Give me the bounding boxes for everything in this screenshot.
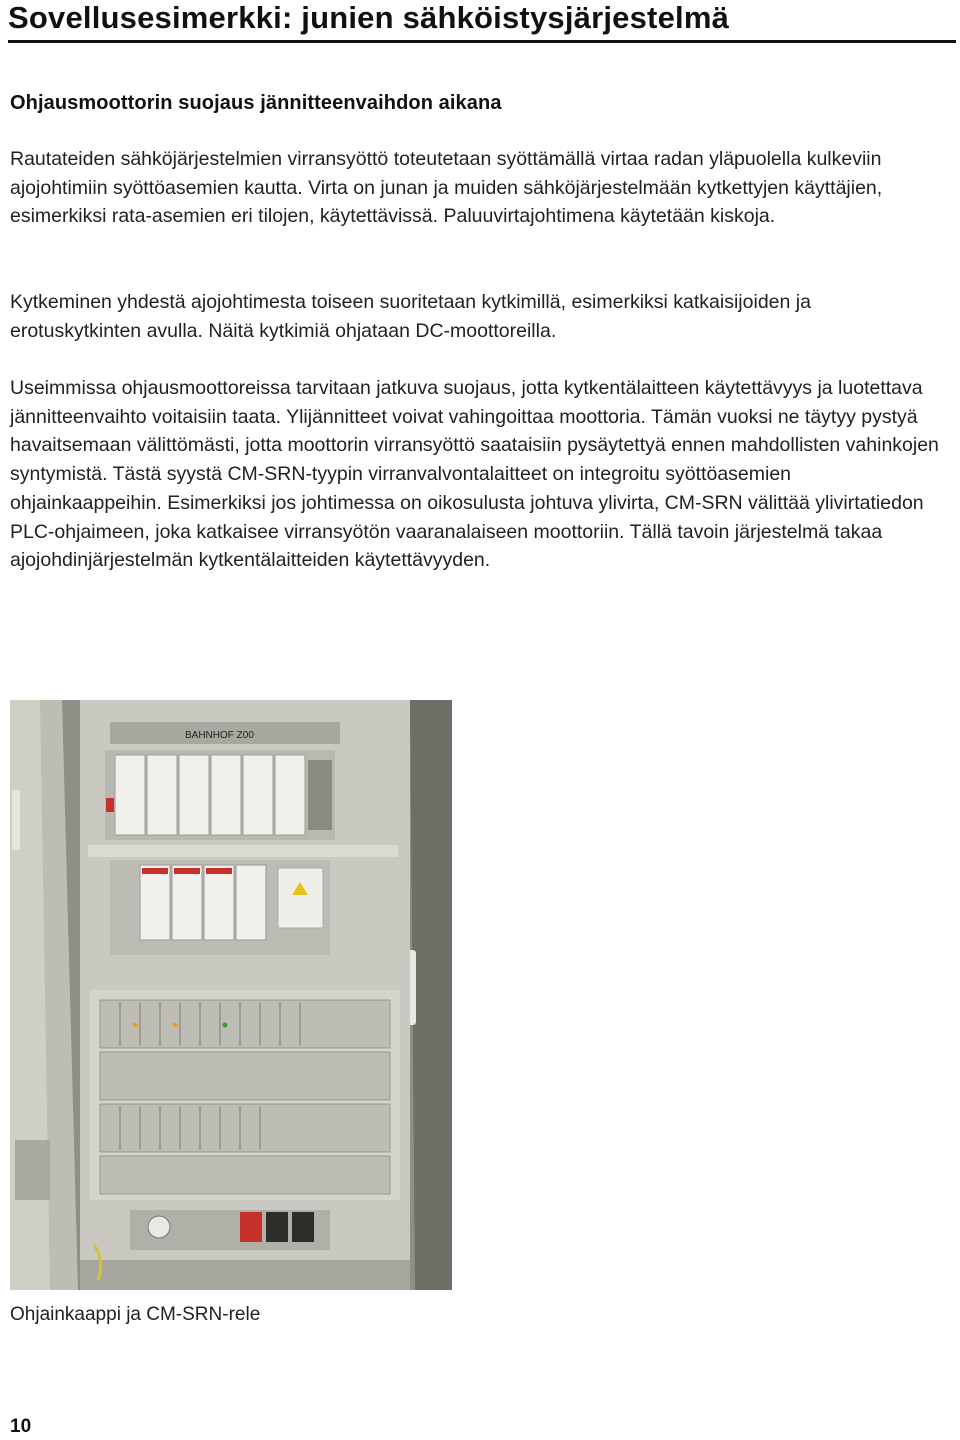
cm-srn-relay (240, 1212, 262, 1242)
figure-caption: Ohjainkaappi ja CM-SRN-rele (10, 1304, 261, 1325)
paragraph-2: Kytkeminen yhdestä ajojohtimesta toiseen suoritetaan kytkimillä, esimerkiksi katkaisijoiden ja erotuskytkinten avulla. Näitä kytkimiä ohjataan DC-moottoreilla. (10, 291, 811, 342)
selector-switch (148, 1216, 170, 1238)
title-rule (8, 40, 956, 43)
page-title: Sovellusesimerkki: junien sähköistysjärjestelmä (8, 0, 730, 35)
section-subtitle: Ohjausmoottorin suojaus jännitteenvaihdon aikana (10, 92, 502, 114)
cabinet-frame-right (410, 700, 452, 1290)
page-number: 10 (10, 1416, 32, 1437)
warning-sign (278, 868, 323, 928)
paragraph-1: Rautateiden sähköjärjestelmien virransyöttö toteutetaan syöttämällä virtaa radan yläpuolella kulkeviin ajojohtimiin syöttöasemien kautta. Virta on junan ja muiden sähköjärjestelmään kytkettyjen käyttäjien, esimerkiksi rata-asemien eri tilojen, käytettävissä. Paluuvirtajohtimena käytetään kiskoja. (10, 148, 883, 228)
panel-label: BAHNHOF Z00 (185, 730, 254, 741)
control-cabinet-photo (10, 700, 452, 1290)
paragraph-3: Useimmissa ohjausmoottoreissa tarvitaan jatkuva suojaus, jotta kytkentälaitteen käytettävyys ja luotettava jännitteenvaihto voitaisiin taata. Ylijännitteet voivat vahingoittaa moottoria. Tämän vuoksi ne täytyy pystyä havaitsemaan välittömästi, jotta moottorin virransyöttö saataisiin pysäytettyä ennen mahdollisten vahinkojen syntymistä. Tästä syystä CM-SRN-tyypin virranvalvontalaitteet on integroitu syöttöasemien ohjainkaappeihin. Esimerkiksi jos johtimessa on oikosulusta johtuva ylivirta, CM-SRN välittää ylivirtatiedon PLC-ohjaimeen, joka katkaisee virransyötön vaaranalaiseen moottoriin. Tällä tavoin järjestelmä takaa ajojohdinjärjestelmän kytkentälaitteiden käytettävyyden. (10, 377, 939, 572)
